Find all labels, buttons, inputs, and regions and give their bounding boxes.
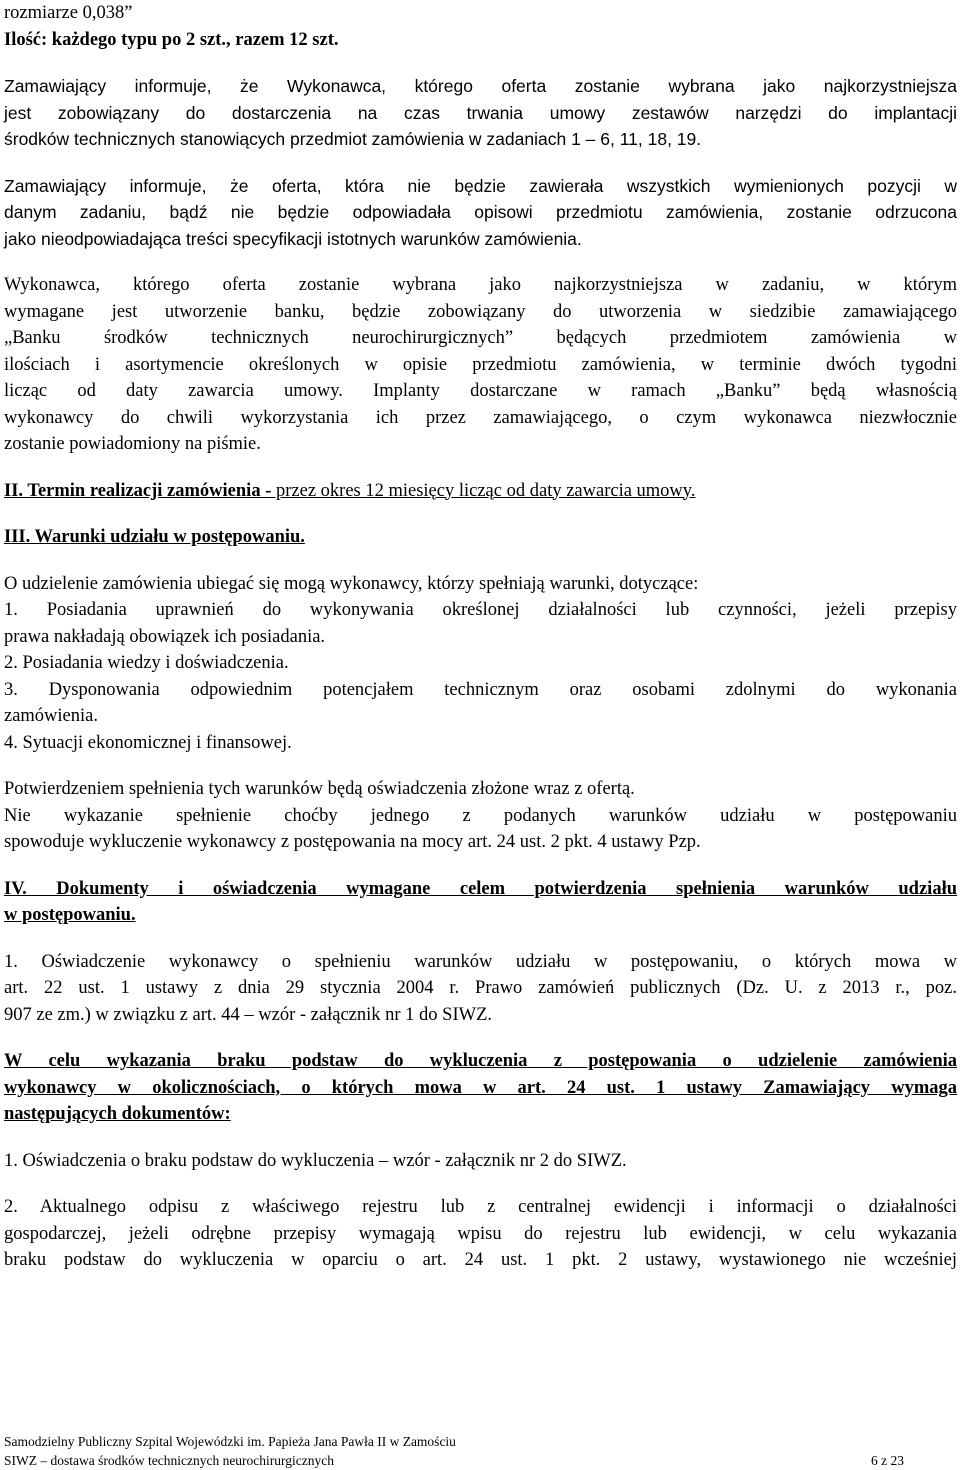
conditions-intro: O udzielenie zamówienia ubiegać się mogą wykonawcy, którzy spełniają warunki, dotyczące: [4, 573, 699, 594]
page-number: 6 z 23 [871, 1453, 904, 1468]
confirmation-text: Potwierdzeniem spełnienia tych warunków będą oświadczenia złożone wraz z ofertą. [4, 779, 635, 799]
item-size-line: rozmiarze 0,038” [4, 3, 133, 23]
condition-item-1: 1. Posiadania uprawnień do wykonywania określonej działalności lub czynności, jeżeli przepisy [4, 600, 957, 620]
completeness-notice-line: jako nieodpowiadająca treści specyfikacji istotnych warunków zamówienia. [4, 228, 582, 249]
exclusion-doc-1: 1. Oświadczenia o braku podstaw do wykluczenia – wzór - załącznik nr 2 do SIWZ. [4, 1150, 627, 1171]
tools-notice-line: środków technicznych stanowiących przedmiot zamówienia w zadaniach 1 – 6, 11, 18, 19. [4, 129, 702, 149]
bank-paragraph-line: Wykonawca, którego oferta zostanie wybrana jako najkorzystniejsza w zadaniu, w którym [4, 275, 957, 295]
exclusion-text: Nie wykazanie spełnienie choćby jednego z podanych warunków udziału w postępowaniu [4, 805, 957, 826]
condition-item-1-cont: prawa nakładają obowiązek ich posiadania. [4, 626, 326, 647]
tools-notice-line: Zamawiający informuje, że Wykonawca, którego oferta zostanie wybrana jako najkorzystniejsza [4, 76, 957, 96]
section-4-heading-cont: w postępowaniu. [4, 905, 136, 925]
exclusion-doc-2-end: braku podstaw do wykluczenia w oparciu o art. 24 ust. 1 pkt. 2 ustawy, wystawionego nie wcześniej [4, 1250, 957, 1270]
bank-paragraph [4, 272, 957, 458]
footer-hospital: Samodzielny Publiczny Szpital Wojewódzki im. Papieża Jana Pawła II w Zamościu [4, 1434, 456, 1449]
document-page [4, 0, 957, 1274]
bank-paragraph-line: wykonawcy do chwili wykorzystania ich przez zamawiającego, o czym wykonawca niezwłocznie [4, 407, 957, 428]
footer-siwz-title: SIWZ – dostawa środków technicznych neurochirurgicznych [4, 1453, 335, 1468]
bank-paragraph-line: wymagane jest utworzenie banku, będzie zobowiązany do utworzenia w siedzibie zamawiającego [4, 301, 957, 322]
document-item-1-cont: art. 22 ust. 1 ustawy z dnia 29 stycznia 2004 r. Prawo zamówień publicznych (Dz. U. z 2013 r., poz. [4, 978, 957, 998]
bank-paragraph-line: „Banku środków technicznych neurochirurgicznych” będących przedmiotem zamówienia w [4, 328, 957, 348]
section-2-deadline [4, 478, 957, 505]
section-2-heading: II. Termin realizacji zamówienia - [4, 480, 272, 501]
footer-row [4, 1451, 904, 1470]
condition-item-3-cont: zamówienia. [4, 706, 98, 726]
exclusion-docs-heading: W celu wykazania braku podstaw do wykluczenia z postępowania o udzielenie zamówienia [4, 1051, 957, 1071]
condition-item-3: 3. Dysponowania odpowiednim potencjałem technicznym oraz osobami zdolnymi do wykonania [4, 679, 957, 700]
exclusion-docs-heading-cont: wykonawcy w okolicznościach, o których mowa w art. 24 ust. 1 ustawy Zamawiający wymaga [4, 1077, 957, 1098]
quantity-line: Ilość: każdego typu po 2 szt., razem 12 szt. [4, 29, 339, 50]
page-footer [4, 1432, 904, 1470]
document-item-1: 1. Oświadczenie wykonawcy o spełnieniu warunków udziału w postępowaniu, o których mowa w [4, 951, 957, 972]
bank-paragraph-line: licząc od daty zawarcia umowy. Implanty dostarczane w ramach „Banku” będą własnością [4, 381, 957, 401]
section-2-text: przez okres 12 miesięcy licząc od daty zawarcia umowy. [271, 480, 696, 501]
condition-item-2: 2. Posiadania wiedzy i doświadczenia. [4, 653, 289, 673]
tools-notice-line: jest zobowiązany do dostarczenia na czas trwania umowy zestawów narzędzi do implantacji [4, 102, 957, 123]
section-3-heading: III. Warunki udziału w postępowaniu. [4, 527, 305, 547]
section-4-heading: IV. Dokumenty i oświadczenia wymagane celem potwierdzenia spełnienia warunków udziału [4, 878, 957, 899]
bank-paragraph-line: zostanie powiadomiony na piśmie. [4, 434, 261, 454]
tools-notice [4, 73, 957, 153]
completeness-notice-line: Zamawiający informuje, że oferta, która nie będzie zawierała wszystkich wymienionych pozycji w [4, 175, 957, 196]
condition-item-4: 4. Sytuacji ekonomicznej i finansowej. [4, 732, 292, 753]
bank-paragraph-line: ilościach i asortymencie określonych w opisie przedmiotu zamówienia, w terminie dwóch tygodni [4, 354, 957, 375]
exclusion-doc-2: 2. Aktualnego odpisu z właściwego rejestru lub z centralnej ewidencji i informacji o działalności [4, 1197, 957, 1217]
exclusion-doc-2-cont: gospodarczej, jeżeli odrębne przepisy wymagają wpisu do rejestru lub ewidencji, w celu wykazania [4, 1223, 957, 1244]
document-item-1-end: 907 ze zm.) w związku z art. 44 – wzór - załącznik nr 1 do SIWZ. [4, 1004, 493, 1025]
completeness-notice [4, 173, 957, 253]
completeness-notice-line: danym zadaniu, bądź nie będzie odpowiadała opisowi przedmiotu zamówienia, zostanie odrzucona [4, 202, 957, 222]
exclusion-text-cont: spowoduje wykluczenie wykonawcy z postępowania na mocy art. 24 ust. 2 pkt. 4 ustawy Pzp. [4, 832, 701, 852]
exclusion-docs-heading-end: następujących dokumentów: [4, 1104, 231, 1124]
